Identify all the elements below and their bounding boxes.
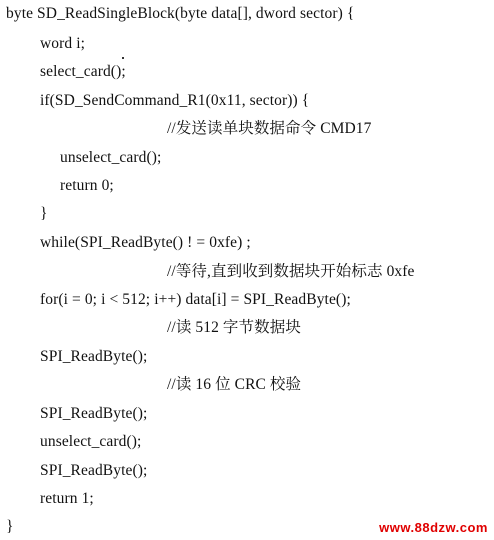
watermark-text: www.88dzw.com	[379, 520, 488, 535]
code-line-close-function: }	[6, 518, 14, 535]
code-line-unselect-card-2: unselect_card();	[40, 433, 142, 450]
code-comment-read-512: //读 512 字节数据块	[167, 319, 301, 336]
code-line-declare-i: word i;	[40, 35, 86, 52]
code-line-return-0: return 0;	[60, 177, 114, 194]
code-line-unselect-card: unselect_card();	[60, 149, 162, 166]
code-line-read-byte-1: SPI_ReadByte();	[40, 348, 148, 365]
code-line-for-loop: for(i = 0; i < 512; i++) data[i] = SPI_ReadByte();	[40, 291, 351, 308]
code-line-if-send-command: if(SD_SendCommand_R1(0x11, sector)) {	[40, 92, 310, 109]
stray-dot	[122, 57, 124, 59]
code-comment-cmd17: //发送读单块数据命令 CMD17	[167, 120, 372, 137]
code-comment-wait-token: //等待,直到收到数据块开始标志 0xfe	[167, 263, 415, 280]
code-line-read-byte-3: SPI_ReadByte();	[40, 462, 148, 479]
code-comment-read-crc: //读 16 位 CRC 校验	[167, 376, 302, 393]
code-line-function-signature: byte SD_ReadSingleBlock(byte data[], dword sector) {	[6, 5, 355, 22]
code-line-select-card: select_card();	[40, 63, 126, 80]
code-line-close-if: }	[40, 205, 48, 222]
code-line-read-byte-2: SPI_ReadByte();	[40, 405, 148, 422]
code-line-while-wait: while(SPI_ReadByte() ! = 0xfe) ;	[40, 234, 251, 251]
code-line-return-1: return 1;	[40, 490, 94, 507]
